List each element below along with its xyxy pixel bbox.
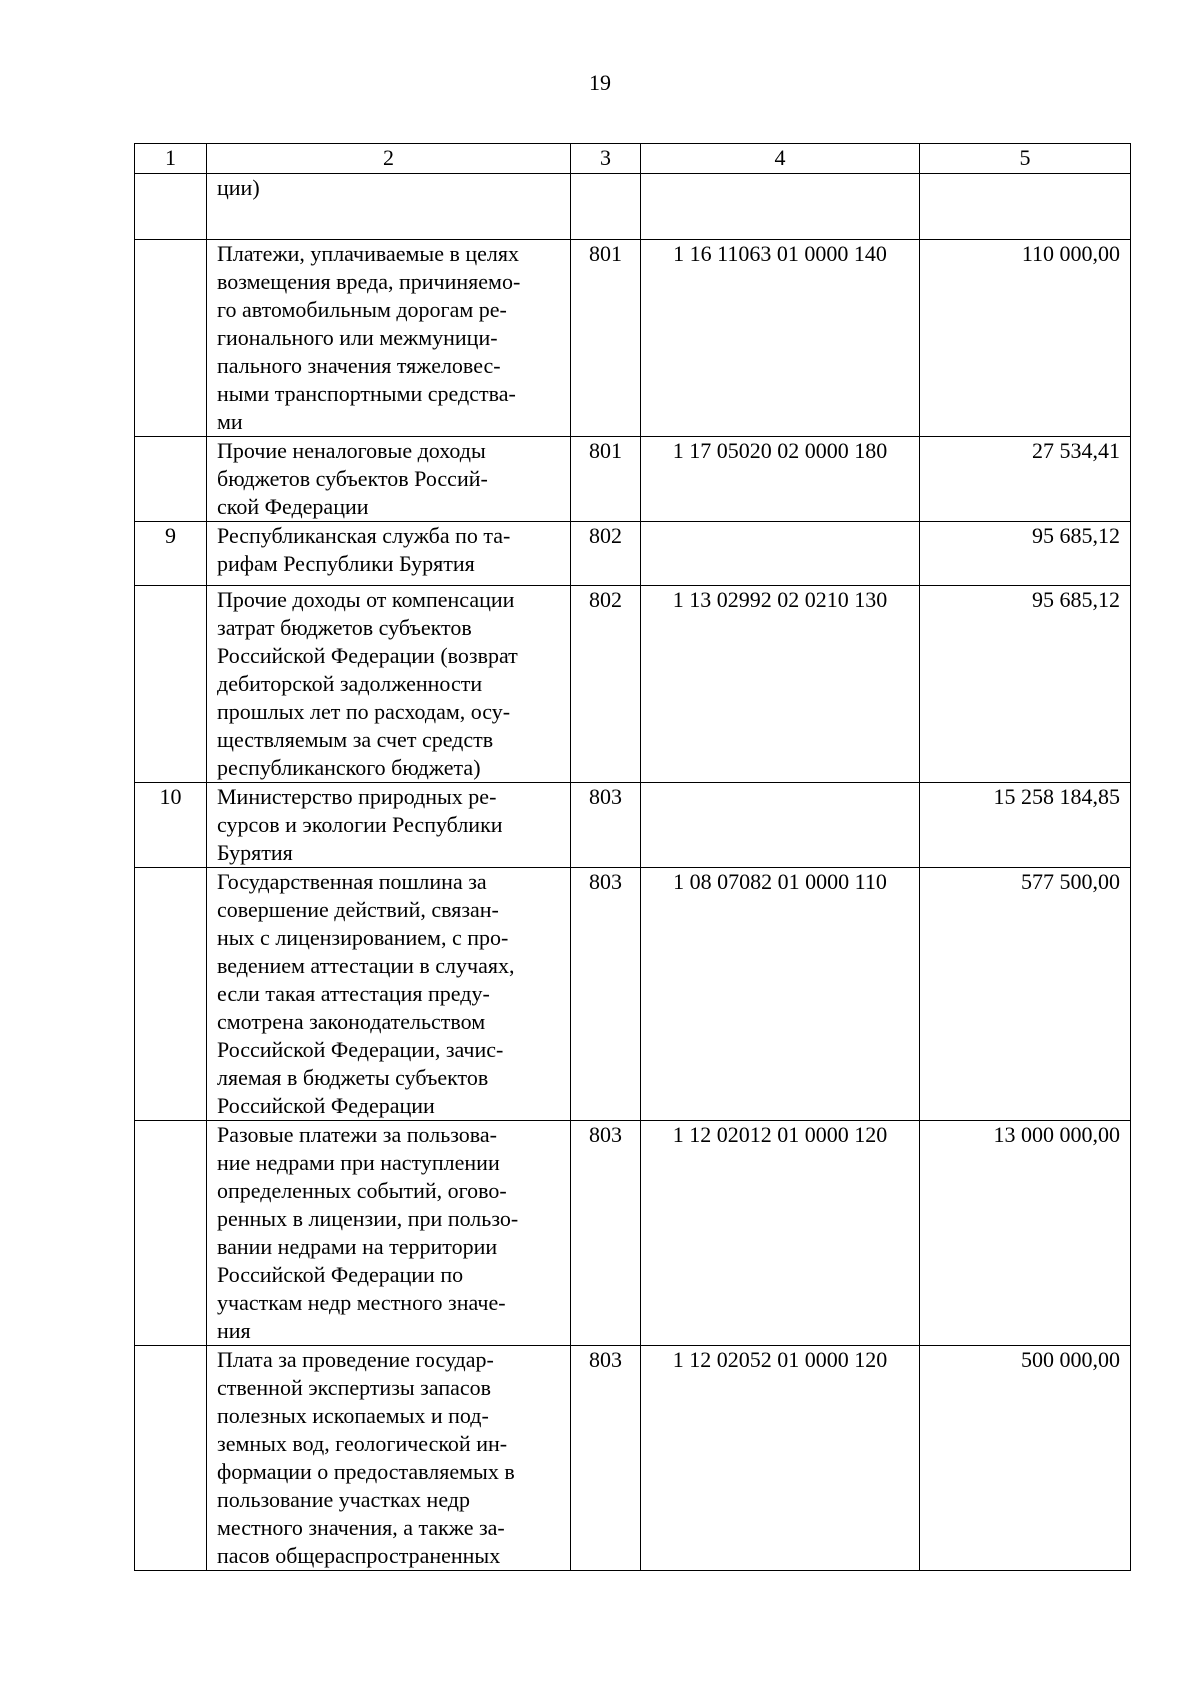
budget-classification-code <box>641 783 920 868</box>
revenue-name-line: ние недрами при наступлении <box>217 1150 500 1175</box>
table-row <box>135 868 1131 1121</box>
revenue-name-line: возмещения вреда, причиняемо- <box>217 269 521 294</box>
revenue-name-line: ренных в лицензии, при пользо- <box>217 1206 519 1231</box>
administrator-code: 802 <box>571 586 641 783</box>
revenue-name-line: Российской Федерации, зачис- <box>217 1037 504 1062</box>
row-number <box>135 1346 207 1571</box>
revenue-name-line: ных с лицензированием, с про- <box>217 925 509 950</box>
revenue-name-line: пасов общераспространенных <box>217 1543 501 1568</box>
revenue-name-line: ции) <box>217 175 260 200</box>
amount: 110 000,00 <box>920 240 1131 437</box>
revenue-name <box>207 868 571 1121</box>
table-row <box>135 1346 1131 1571</box>
budget-classification-code: 1 17 05020 02 0000 180 <box>641 437 920 522</box>
revenue-name-line: го автомобильным дорогам ре- <box>217 297 507 322</box>
row-number <box>135 868 207 1121</box>
revenue-name-line: участкам недр местного значе- <box>217 1290 506 1315</box>
revenue-name-line: пального значения тяжеловес- <box>217 353 501 378</box>
revenue-name <box>207 1121 571 1346</box>
table-row <box>135 240 1131 437</box>
revenue-name-line: Российской Федерации <box>217 1093 435 1118</box>
revenue-name-line: рифам Республики Бурятия <box>217 551 475 576</box>
revenue-name-line: Республиканская служба по та- <box>217 523 511 548</box>
revenue-name-line: земных вод, геологической ин- <box>217 1431 508 1456</box>
amount: 95 685,12 <box>920 586 1131 783</box>
column-header: 5 <box>920 144 1131 174</box>
revenue-name-line: ными транспортными средства- <box>217 381 516 406</box>
administrator-code: 803 <box>571 1346 641 1571</box>
revenue-name-line: затрат бюджетов субъектов <box>217 615 472 640</box>
revenue-name-line: ственной экспертизы запасов <box>217 1375 492 1400</box>
revenue-name-line: полезных ископаемых и под- <box>217 1403 489 1428</box>
amount: 13 000 000,00 <box>920 1121 1131 1346</box>
budget-classification-code: 1 12 02052 01 0000 120 <box>641 1346 920 1571</box>
revenue-name-line: пользование участках недр <box>217 1487 470 1512</box>
budget-classification-code: 1 13 02992 02 0210 130 <box>641 586 920 783</box>
administrator-code <box>571 174 641 240</box>
revenue-name <box>207 1346 571 1571</box>
table-header-row <box>135 144 1131 174</box>
revenue-name-line: Бурятия <box>217 840 293 865</box>
administrator-code: 801 <box>571 240 641 437</box>
revenue-name-line: ской Федерации <box>217 494 369 519</box>
revenue-name <box>207 783 571 868</box>
revenue-name-line: Министерство природных ре- <box>217 784 497 809</box>
amount: 577 500,00 <box>920 868 1131 1121</box>
revenue-name-line: Прочие доходы от компенсации <box>217 587 515 612</box>
column-header: 2 <box>207 144 571 174</box>
row-number <box>135 586 207 783</box>
revenue-name-line: Российской Федерации по <box>217 1262 464 1287</box>
row-number <box>135 174 207 240</box>
revenue-name-line: Российской Федерации (возврат <box>217 643 518 668</box>
revenue-name <box>207 174 571 240</box>
amount: 27 534,41 <box>920 437 1131 522</box>
budget-revenue-table <box>134 143 1131 1571</box>
revenue-name-line: ми <box>217 409 243 434</box>
revenue-name-line: ния <box>217 1318 251 1343</box>
budget-classification-code: 1 16 11063 01 0000 140 <box>641 240 920 437</box>
budget-classification-code <box>641 522 920 586</box>
budget-classification-code <box>641 174 920 240</box>
revenue-name <box>207 437 571 522</box>
revenue-name-line: гионального или межмуници- <box>217 325 498 350</box>
amount <box>920 174 1131 240</box>
revenue-name-line: Прочие неналоговые доходы <box>217 438 486 463</box>
revenue-name-line: местного значения, а также за- <box>217 1515 505 1540</box>
row-number <box>135 1121 207 1346</box>
row-number <box>135 437 207 522</box>
revenue-name-line: ведением аттестации в случаях, <box>217 953 515 978</box>
administrator-code: 803 <box>571 1121 641 1346</box>
amount: 95 685,12 <box>920 522 1131 586</box>
revenue-name-line: дебиторской задолженности <box>217 671 483 696</box>
budget-classification-code: 1 08 07082 01 0000 110 <box>641 868 920 1121</box>
column-header: 4 <box>641 144 920 174</box>
revenue-name-line: совершение действий, связан- <box>217 897 499 922</box>
revenue-name-line: ществляемым за счет средств <box>217 727 494 752</box>
amount: 500 000,00 <box>920 1346 1131 1571</box>
table-row <box>135 1121 1131 1346</box>
table-row <box>135 586 1131 783</box>
revenue-name-line: республиканского бюджета) <box>217 755 481 780</box>
revenue-name-line: если такая аттестация преду- <box>217 981 490 1006</box>
table-row <box>135 522 1131 586</box>
revenue-name-line: ляемая в бюджеты субъектов <box>217 1065 489 1090</box>
revenue-name-line: Разовые платежи за пользова- <box>217 1122 497 1147</box>
revenue-name-line: прошлых лет по расходам, осу- <box>217 699 511 724</box>
column-header: 1 <box>135 144 207 174</box>
revenue-name-line: вании недрами на территории <box>217 1234 498 1259</box>
budget-classification-code: 1 12 02012 01 0000 120 <box>641 1121 920 1346</box>
column-header: 3 <box>571 144 641 174</box>
page-number: 19 <box>589 70 611 95</box>
revenue-name-line: определенных событий, огово- <box>217 1178 507 1203</box>
administrator-code: 803 <box>571 783 641 868</box>
row-number: 10 <box>135 783 207 868</box>
table-row <box>135 174 1131 240</box>
revenue-name-line: смотрена законодательством <box>217 1009 486 1034</box>
revenue-name-line: бюджетов субъектов Россий- <box>217 466 488 491</box>
amount: 15 258 184,85 <box>920 783 1131 868</box>
revenue-name <box>207 586 571 783</box>
row-number: 9 <box>135 522 207 586</box>
administrator-code: 802 <box>571 522 641 586</box>
row-number <box>135 240 207 437</box>
revenue-name <box>207 240 571 437</box>
revenue-name <box>207 522 571 586</box>
table-row <box>135 437 1131 522</box>
revenue-name-line: Плата за проведение государ- <box>217 1347 494 1372</box>
revenue-name-line: сурсов и экологии Республики <box>217 812 503 837</box>
revenue-name-line: формации о предоставляемых в <box>217 1459 515 1484</box>
administrator-code: 803 <box>571 868 641 1121</box>
administrator-code: 801 <box>571 437 641 522</box>
revenue-name-line: Государственная пошлина за <box>217 869 487 894</box>
revenue-name-line: Платежи, уплачиваемые в целях <box>217 241 520 266</box>
table-row <box>135 783 1131 868</box>
